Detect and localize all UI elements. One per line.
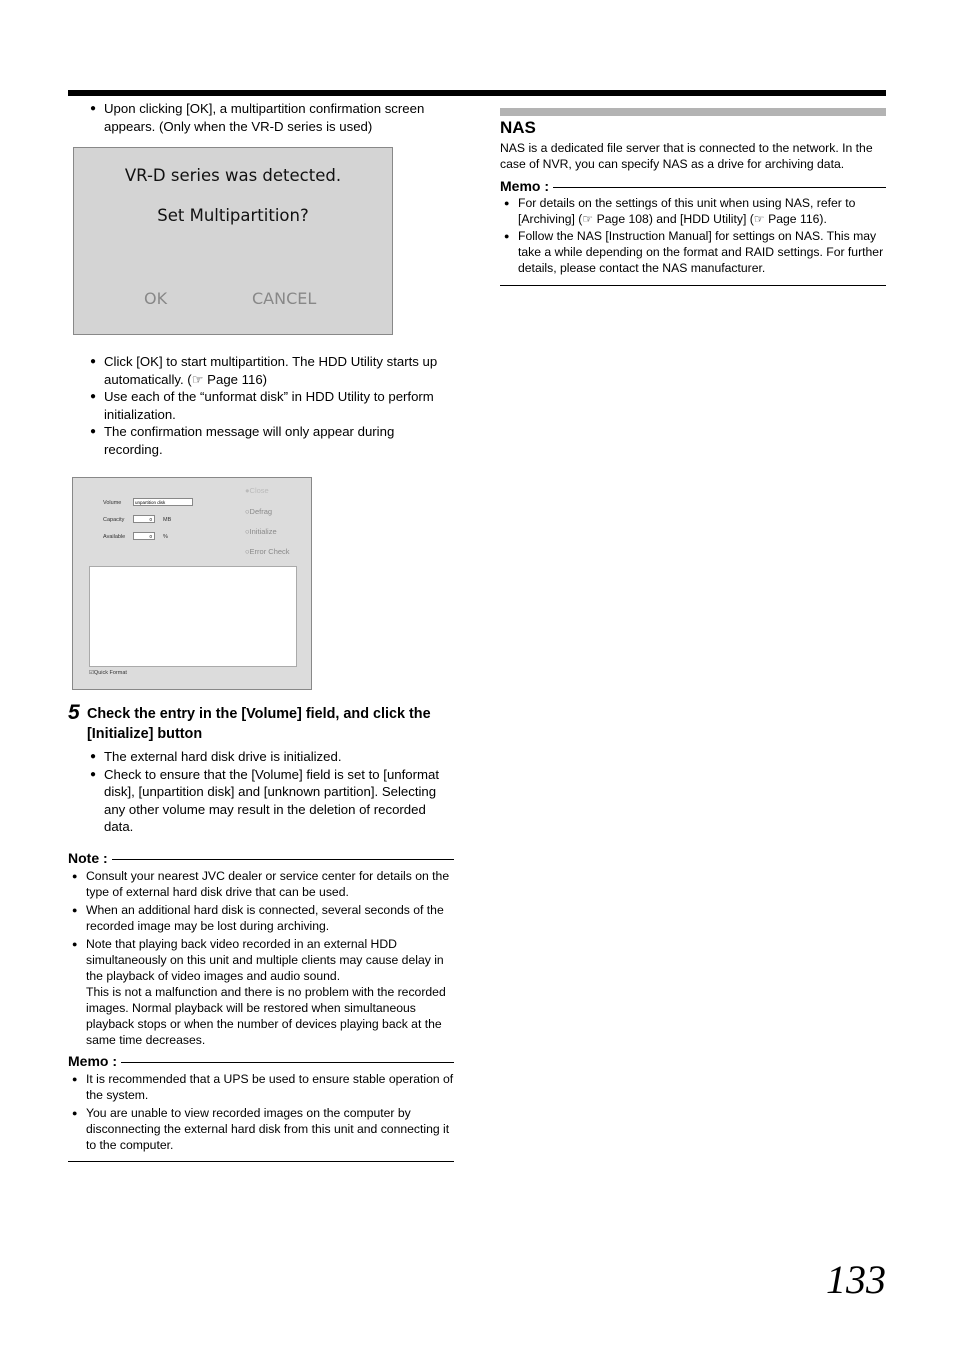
note-bullets [68,868,454,1048]
nas-body: NAS is a dedicated file server that is connected to the network. In the case of NVR, you can specify NAS as a drive for archiving data. [500,141,873,171]
mid-bullets [68,353,454,459]
memo-section-left [68,1053,454,1162]
list-item: ● Click [OK] to start multipartition. The HDD Utility starts up automatically. (☞ Page 116) [68,353,454,388]
initialize-option: ○Initialize [245,527,277,536]
dialog-cancel-button: CANCEL [252,289,317,308]
list-item: ● You are unable to view recorded images on the computer by disconnecting the external hard disk from this unit and connecting it to the computer. [68,1105,454,1153]
list-item: ● Use each of the “unformat disk” in HDD Utility to perform initialization. [68,388,454,423]
quick-format-checkbox: ☑Quick Format [89,670,127,676]
memo-bullets [500,195,886,276]
step-number: 5 [68,701,80,724]
nas-header-bar [500,108,886,116]
memo-bottom-rule [68,1161,454,1162]
top-rule [68,90,886,96]
defrag-option: ○Defrag [245,507,273,516]
log-area [89,566,297,667]
memo-bottom-rule [500,285,886,286]
memo-header-label: Memo : [68,1053,121,1069]
note-section [68,850,454,1048]
step-bullets [68,748,454,836]
multipartition-dialog-screenshot [73,147,393,335]
list-item: ● For details on the settings of this unit when using NAS, refer to [Archiving] (☞ Page 108) and [HDD Utility] (☞ Page 116). [500,195,886,227]
list-item: ● Note that playing back video recorded in an external HDD simultaneously on this unit and multiple clients may cause delay in the playback of video images and audio sound. This is not a malfunction and there is no problem with the recorded images. Normal playback will be restored when simultaneous playback stops or when the number of devices playing back at the same time decreases. [68,936,454,1048]
right-column [500,100,886,286]
list-item: ● Check to ensure that the [Volume] field is set to [unformat disk], [unpartition disk] and [unknown partition]. Selecting any other volume may result in the deletion of recorded data. [68,766,454,836]
note-header-label: Note : [68,850,112,866]
available-unit: % [163,534,168,540]
close-option: ●Close [245,486,269,495]
capacity-unit: MB [163,517,172,523]
intro-bullets [68,100,454,135]
step-5 [68,701,454,836]
list-item: ● Consult your nearest JVC dealer or service center for details on the type of external hard disk drive that can be used. [68,868,454,900]
list-item: ● Follow the NAS [Instruction Manual] for settings on NAS. This may take a while depending on the format and RAID settings. For further details, please contact the NAS manufacturer. [500,228,886,276]
list-item: ● Upon clicking [OK], a multipartition confirmation screen appears. (Only when the VR-D series is used) [68,100,454,135]
page-number: 133 [826,1257,886,1302]
step-text: Check the entry in the [Volume] field, and click the [Initialize] button [87,706,431,742]
list-item: ● The confirmation message will only appear during recording. [68,423,454,458]
list-item: ● The external hard disk drive is initialized. [68,748,454,766]
note-header [68,850,454,868]
volume-label: Volume [103,500,122,506]
memo-bullets [68,1071,454,1153]
available-label: Available [103,534,126,540]
volume-select: unpartition disk [133,498,193,506]
capacity-value: 0 [133,515,155,523]
left-column [68,100,454,1152]
memo-header [500,178,886,196]
capacity-label: Capacity [103,517,125,523]
memo-header-label: Memo : [500,178,553,194]
dialog-line-2: Set Multipartition? [157,206,309,225]
list-item: ● It is recommended that a UPS be used to ensure stable operation of the system. [68,1071,454,1103]
memo-section-right [500,178,886,286]
hdd-utility-screenshot [72,477,312,690]
memo-header [68,1053,454,1071]
dialog-ok-button: OK [144,289,168,308]
nas-title: NAS [500,118,536,137]
available-value: 0 [133,532,155,540]
error-check-option: ○Error Check [245,547,290,556]
dialog-line-1: VR-D series was detected. [124,166,342,185]
list-item: ● When an additional hard disk is connected, several seconds of the recorded image may be lost during archiving. [68,902,454,934]
